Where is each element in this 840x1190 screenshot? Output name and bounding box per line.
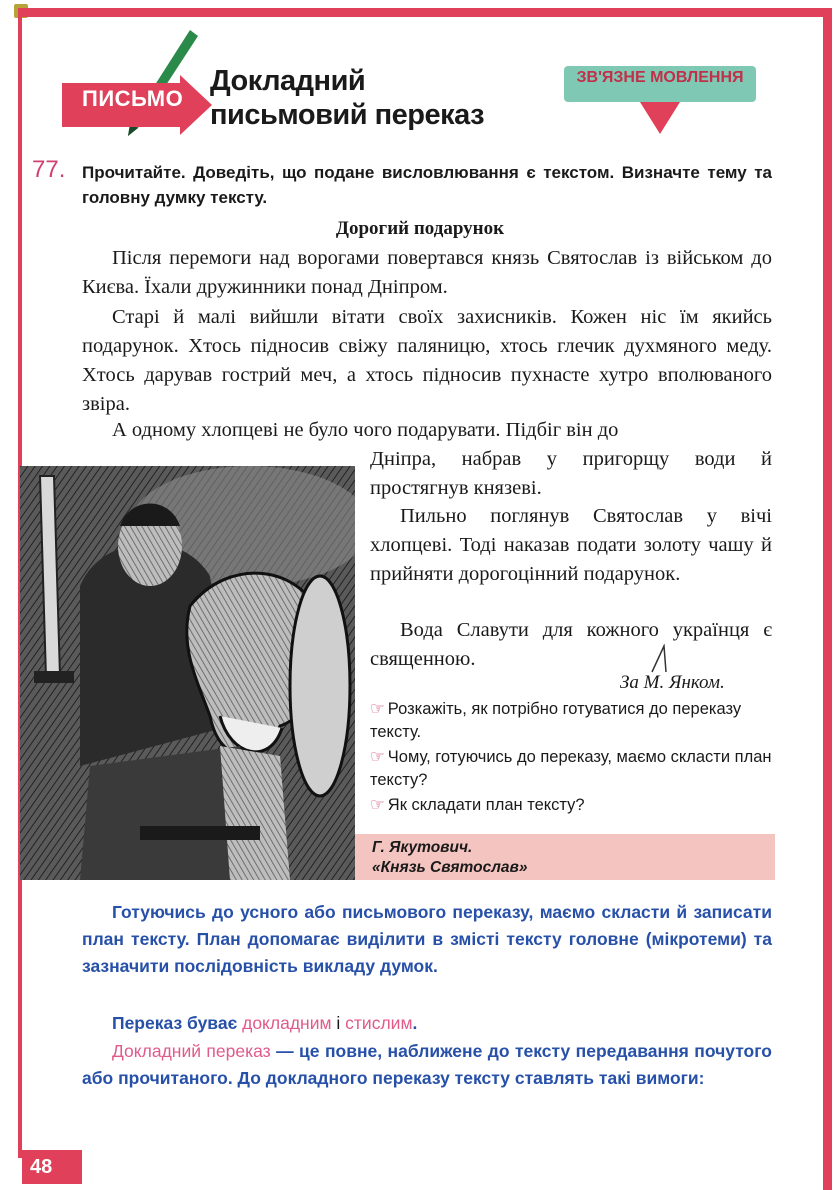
term-detailed: докладним — [242, 1013, 332, 1033]
story-paragraph-4: Пильно поглянув Святослав у вічі хлопцеві. Тоді наказав подати золоту чашу й прийняти дорогоцінний подарунок. — [370, 505, 772, 585]
title-line-1: Докладний — [210, 65, 366, 97]
story-paragraph-3-start: А одному хлопцеві не було чого подарувати. Підбіг він до — [112, 419, 619, 441]
illustration-caption — [372, 838, 527, 878]
story-paragraph-2: Старі й малі вийшли вітати своїх захисників. Кожен ніс їм якийсь подарунок. Хтось підносив свіжу паляницю, хтось глечик духмяного меду. Хтось дарував гострий меч, а хтось підносив пухнасте хутро вполюваного звіра. — [82, 306, 772, 415]
question-1 — [370, 698, 772, 744]
term-brief: стислим — [345, 1013, 413, 1033]
page-number: 48 — [30, 1156, 53, 1178]
story-paragraph-3-end: Дніпра, набрав у пригорщу води й простягнув князеві. — [370, 448, 772, 499]
paragraph-mark-icon — [650, 644, 676, 674]
rule-definition — [82, 1038, 772, 1092]
right-border — [823, 8, 832, 1190]
top-border — [18, 8, 830, 17]
page-title — [210, 64, 484, 132]
rule-types-conj: і — [331, 1013, 346, 1033]
question-text: Як складати план тексту? — [387, 796, 585, 814]
question-text: Чому, готуючись до переказу, маємо скласти план тексту? — [370, 748, 772, 789]
badge-label: ЗВ'ЯЗНЕ МОВЛЕННЯ — [576, 69, 744, 86]
caption-artist: Г. Якутович. — [372, 839, 473, 856]
pointing-hand-icon: ☞ — [370, 700, 385, 718]
pointing-hand-icon: ☞ — [370, 748, 385, 766]
rule-types-end: . — [412, 1013, 418, 1033]
term-detailed-retelling: Докладний переказ — [112, 1041, 271, 1061]
question-text: Розкажіть, як потрібно готуватися до переказу тексту. — [370, 700, 742, 741]
question-2 — [370, 746, 772, 792]
story-title: Дорогий подарунок — [335, 218, 505, 239]
illustration-prince-sviatoslav — [20, 466, 355, 880]
question-3 — [370, 794, 772, 817]
rule-types-prefix: Переказ буває — [112, 1013, 243, 1033]
pointing-hand-icon: ☞ — [370, 796, 385, 814]
section-label: ПИСЬМО — [82, 86, 184, 111]
caption-title: «Князь Святослав» — [372, 859, 528, 876]
rule-types — [112, 1010, 772, 1037]
story-paragraph-5: Вода Славути для кожного українця є священною. — [370, 619, 772, 670]
definition-text: — це повне, наближене до тексту передавання почутого або прочитаного. До докладного переказу тексту ставлять такі вимоги: — [82, 1041, 772, 1088]
story-paragraph-1: Після перемоги над ворогами повертався князь Святослав із військом до Києва. Їхали дружинники понад Дніпром. — [82, 247, 772, 298]
rule-plan: Готуючись до усного або письмового переказу, маємо скласти й записати план тексту. План допомагає виділити в змісті тексту головне (мікротеми) та зазначити послідовність викладу думок. — [82, 902, 772, 976]
title-line-2: письмовий переказ — [210, 99, 485, 131]
task-number: 77. — [32, 156, 66, 183]
story-author: За М. Янком. — [620, 672, 725, 693]
task-instruction: Прочитайте. Доведіть, що подане висловлювання є текстом. Визначте тему та головну думку тексту. — [82, 163, 772, 207]
